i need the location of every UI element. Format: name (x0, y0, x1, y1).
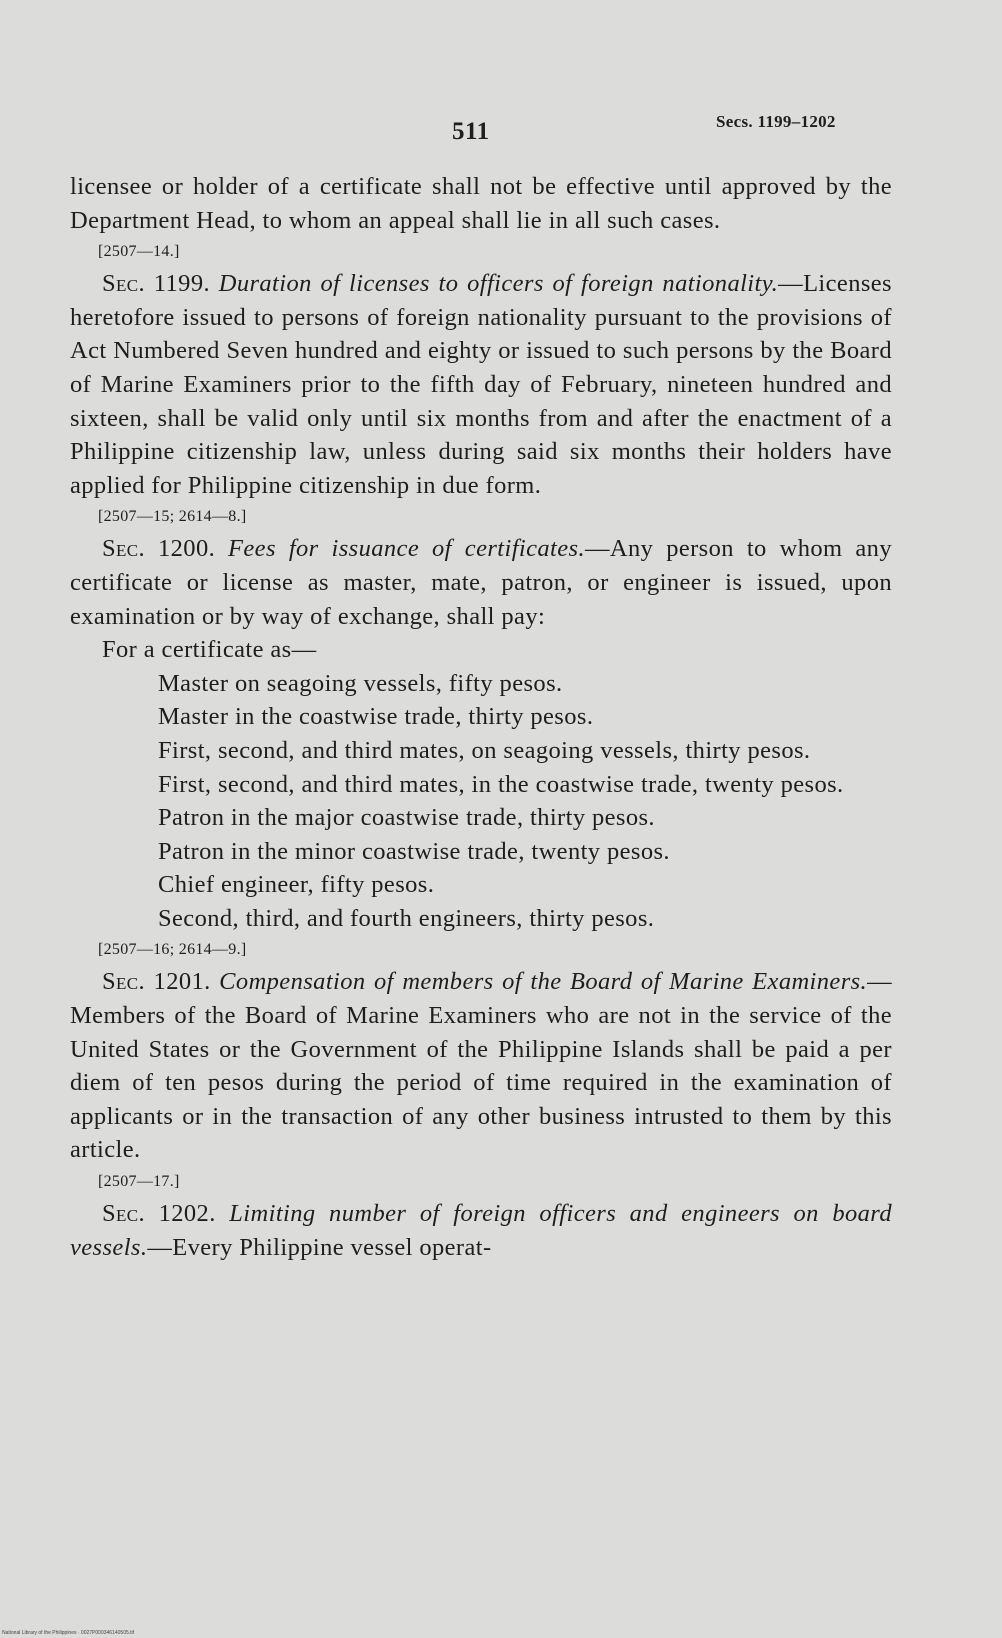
fee-item: First, second, and third mates, in the coastwise trade, twenty pesos. (158, 770, 844, 798)
section-label: Sec. 1201. (102, 968, 211, 996)
citation-1198: [2507—14.] (98, 243, 180, 261)
fee-item: Master in the coastwise trade, thirty pesos. (158, 703, 594, 731)
section-1202 (70, 1197, 892, 1264)
fee-item: Patron in the major coastwise trade, thirty pesos. (158, 804, 655, 832)
fee-item: Master on seagoing vessels, fifty pesos. (158, 669, 563, 697)
continuation-paragraph: licensee or holder of a certificate shall not be effective until approved by the Department Head, to whom an appeal shall lie in all such cases. (70, 173, 892, 234)
fee-item: Patron in the minor coastwise trade, twenty pesos. (158, 837, 670, 865)
fee-item: Chief engineer, fifty pesos. (158, 871, 435, 899)
section-1201 (70, 965, 892, 1167)
fee-item: Second, third, and fourth engineers, thirty pesos. (158, 904, 655, 932)
section-text: —Any person to whom any certificate or license as master, mate, patron, or engineer is issued, upon examination or by way of exchange, shall pay: (70, 535, 892, 630)
section-range: Secs. 1199–1202 (716, 112, 836, 131)
section-label: Sec. 1200. (102, 535, 216, 563)
citation-1201: [2507—17.] (98, 1173, 180, 1191)
section-text: —Every Philippine vessel operat- (147, 1233, 492, 1261)
citation-1199: [2507—15; 2614—8.] (98, 508, 247, 526)
page-number: 511 (452, 118, 490, 145)
section-title: Fees for issuance of certificates. (228, 535, 585, 563)
certificate-intro: For a certificate as— (102, 636, 317, 664)
fee-item: First, second, and third mates, on seagoing vessels, thirty pesos. (158, 736, 811, 764)
citation-1200: [2507—16; 2614—9.] (98, 941, 247, 959)
section-text: —Members of the Board of Marine Examiners who are not in the service of the United States or the Government of the Philippine Islands shall be paid a per diem of ten pesos during the period of time required in the examination of applicants or in the transaction of any other business intrusted to them by this article. (70, 968, 892, 1164)
fee-list (70, 667, 892, 936)
section-title: Compensation of members of the Board of Marine Examiners. (219, 968, 868, 996)
body-text (70, 170, 892, 1264)
section-1200 (70, 532, 892, 633)
section-text: —Licenses heretofore issued to persons of foreign nationality pursuant to the provisions of Act Numbered Seven hundred and eighty or issued to such persons by the Board of Marine Examiners prior to the fifth day of February, nineteen hundred and sixteen, shall be valid only until six months from and after the enactment of a Philippine citizenship law, unless during said six months their holders have applied for Philippine citizenship in due form. (70, 270, 892, 499)
section-label: Sec. 1202. (102, 1200, 216, 1228)
section-title: Duration of licenses to officers of foreign nationality. (218, 270, 779, 298)
scan-footer-note: National Library of the Philippines · 0027P000346140505.tif (2, 1630, 135, 1636)
section-label: Sec. 1199. (102, 270, 211, 298)
section-1199 (70, 267, 892, 502)
section-title: Limiting number of foreign officers and engineers on board vessels. (70, 1200, 892, 1261)
